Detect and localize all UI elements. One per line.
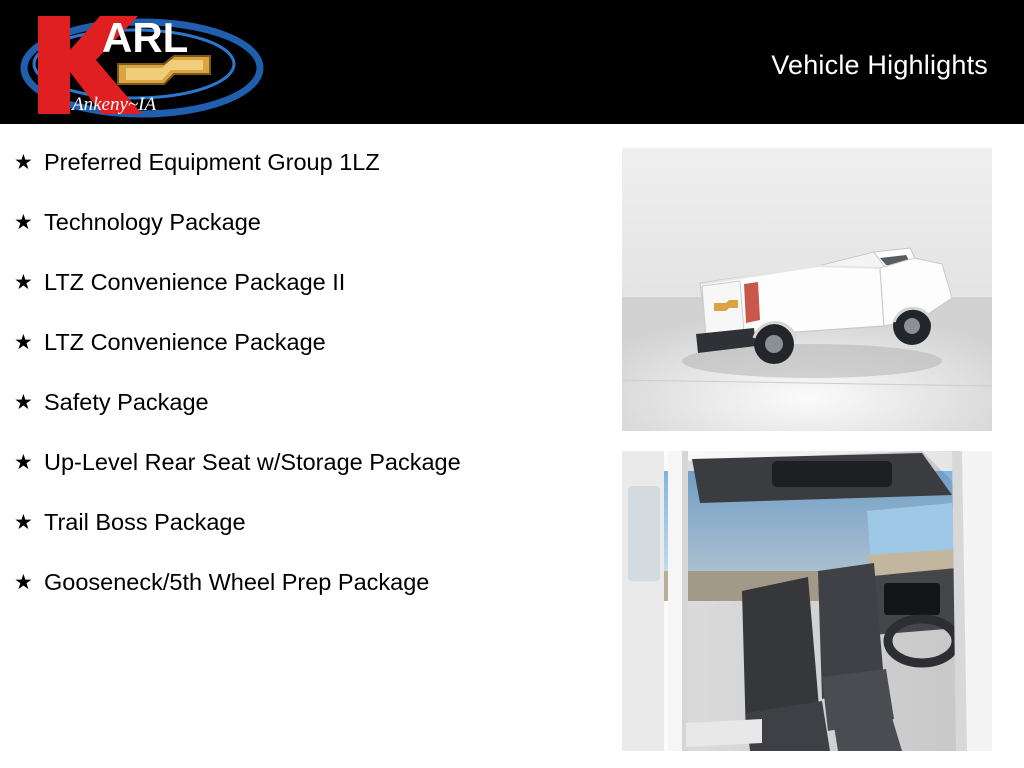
star-icon: ★ bbox=[14, 571, 33, 594]
page-title: Vehicle Highlights bbox=[771, 50, 988, 80]
vehicle-exterior-photo-graphic bbox=[622, 148, 992, 431]
list-item-label: LTZ Convenience Package II bbox=[44, 269, 346, 295]
star-icon: ★ bbox=[14, 151, 33, 174]
star-icon: ★ bbox=[14, 511, 33, 534]
star-icon: ★ bbox=[14, 391, 33, 414]
list-item-label: Up-Level Rear Seat w/Storage Package bbox=[44, 449, 461, 475]
vehicle-interior-photo-graphic bbox=[622, 451, 992, 751]
star-icon: ★ bbox=[14, 451, 33, 474]
svg-text:Ankeny~IA: Ankeny~IA bbox=[72, 94, 157, 115]
dealer-logo-graphic bbox=[14, 6, 264, 122]
vehicle-highlights-list bbox=[0, 124, 600, 768]
dealer-logo bbox=[14, 6, 264, 122]
list-item-label: Gooseneck/5th Wheel Prep Package bbox=[44, 569, 430, 595]
star-icon: ★ bbox=[14, 331, 33, 354]
star-icon: ★ bbox=[14, 271, 33, 294]
svg-text:ARL: ARL bbox=[102, 14, 189, 61]
list-item bbox=[0, 266, 600, 300]
list-item-label: Technology Package bbox=[44, 209, 261, 235]
list-item-label: Preferred Equipment Group 1LZ bbox=[44, 149, 380, 175]
list-item-label: LTZ Convenience Package bbox=[44, 329, 326, 355]
header-bar bbox=[0, 0, 1024, 124]
list-item-label: Trail Boss Package bbox=[44, 509, 246, 535]
list-item bbox=[0, 206, 600, 240]
star-icon: ★ bbox=[14, 211, 33, 234]
list-item bbox=[0, 506, 600, 540]
vehicle-interior-photo bbox=[622, 451, 992, 751]
vehicle-exterior-photo bbox=[622, 148, 992, 431]
list-item-label: Safety Package bbox=[44, 389, 209, 415]
list-item bbox=[0, 326, 600, 360]
list-item bbox=[0, 386, 600, 420]
list-item bbox=[0, 146, 600, 180]
list-item bbox=[0, 566, 600, 600]
list-item bbox=[0, 446, 600, 480]
